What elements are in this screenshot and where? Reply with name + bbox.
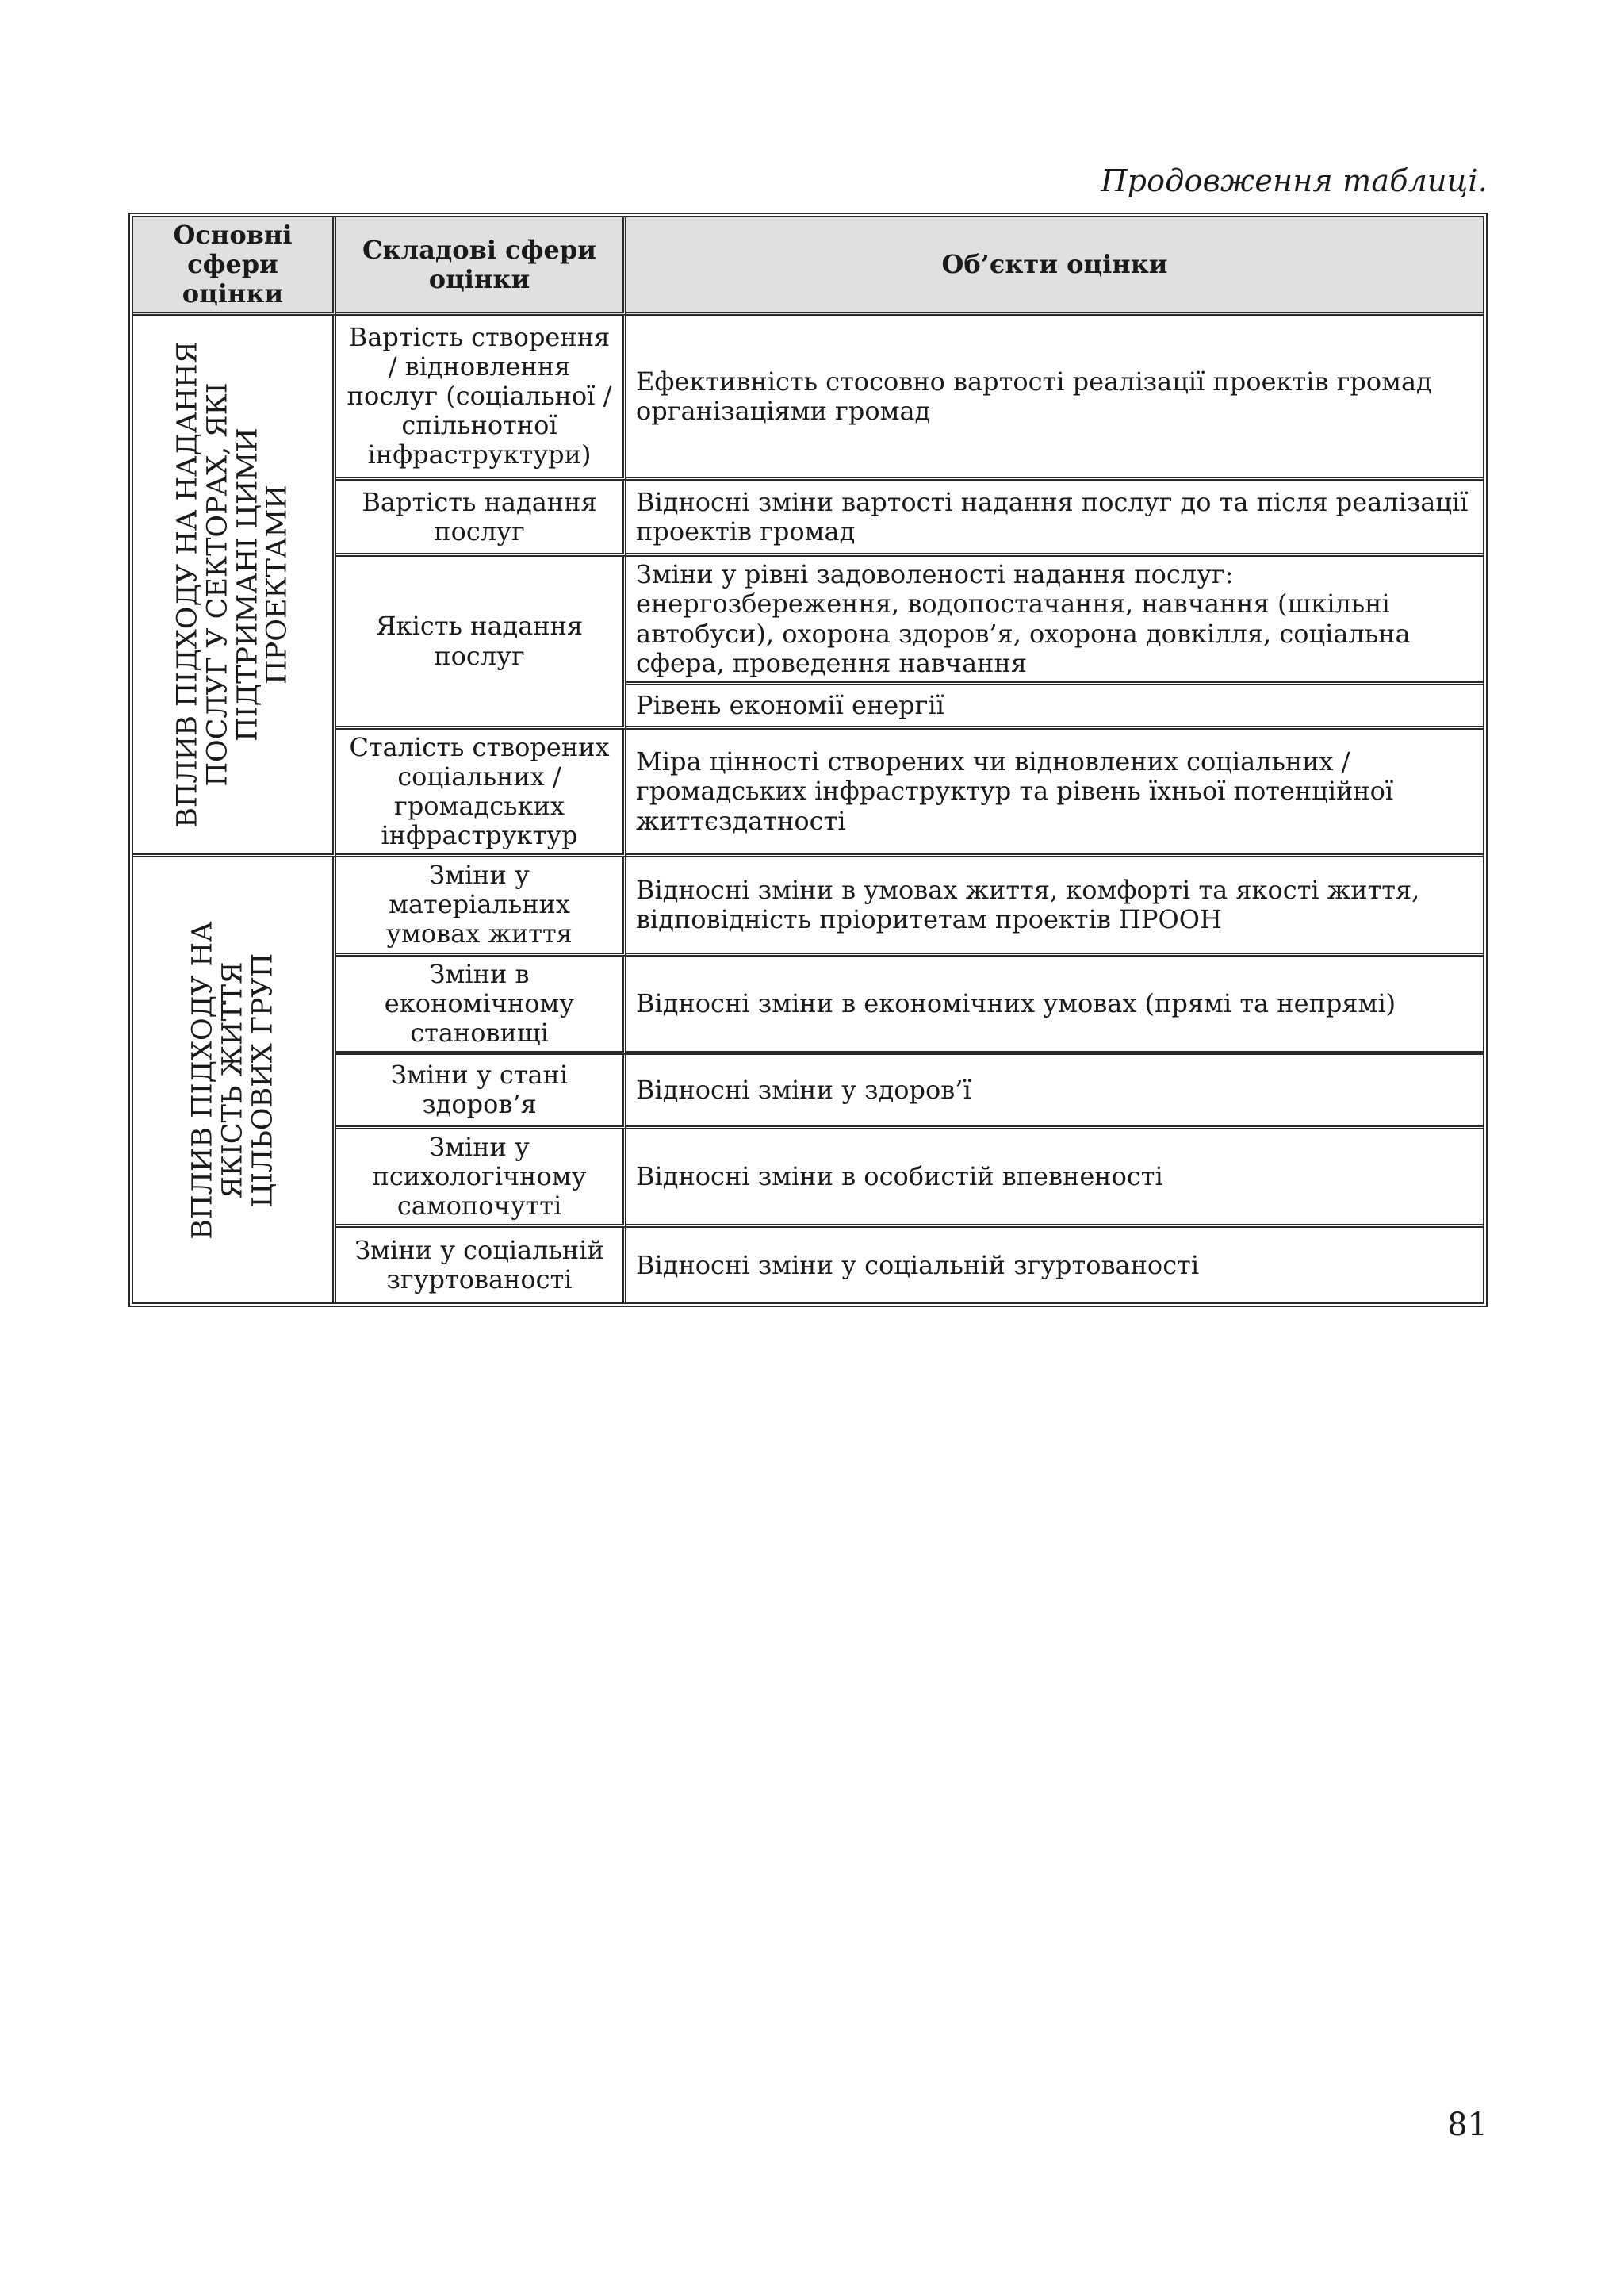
object-cell: Відносні зміни вартості надання послуг до та після реалізації проектів громад <box>626 481 1483 557</box>
object-cell: Відносні зміни в особистій впевненості <box>626 1129 1483 1228</box>
component-cell: Зміни в економічному становищі <box>336 957 626 1055</box>
table-continuation-caption: Продовження таблиці. <box>1101 163 1488 198</box>
component-cell: Зміни у стані здоров’я <box>336 1055 626 1129</box>
object-cell: Відносні зміни в економічних умовах (прямі та непрямі) <box>626 957 1483 1055</box>
object-cell: Відносні зміни у соціальній згуртованості <box>636 1249 1200 1280</box>
assessment-table <box>128 213 1488 1307</box>
area-label-line: ВПЛИВ ПІДХОДУ НА <box>186 921 218 1240</box>
area-label-line: ЯКІСТЬ ЖИТТЯ <box>216 961 248 1199</box>
object-cell: Відносні зміни у здоров’ї <box>626 1055 1483 1129</box>
area-label-line: ПОСЛУГ У СЕКТОРАХ, ЯКІ <box>201 382 233 787</box>
component-cell: Якість надання послуг <box>336 557 626 729</box>
area-label-quality-of-life <box>188 921 278 1239</box>
component-cell: Зміни у соціальній згуртованості <box>336 1228 626 1302</box>
area-label-line: ЦІЛЬОВИХ ГРУП <box>246 953 278 1208</box>
area-cell-quality-of-life <box>133 857 336 1302</box>
area-label-line: ПІДТРИМАНІ ЦИМИ <box>231 428 263 742</box>
object-cell: Ефективність стосовно вартості реалізації проектів громад організаціями громад <box>626 316 1483 481</box>
header-objects: Об’єкти оцінки <box>626 217 1483 316</box>
component-cell: Вартість надання послуг <box>336 481 626 557</box>
object-cell: Рівень економії енергії <box>626 685 1483 730</box>
object-cell: Відносні зміни в умовах життя, комфорті та якості життя, відповідність пріоритетам проектів ПРООН <box>626 857 1483 956</box>
component-cell: Сталість створених соціальних / громадських інфраструктур <box>336 730 626 857</box>
component-cell: Зміни у психологічному самопочутті <box>336 1129 626 1228</box>
table-row <box>133 316 1483 481</box>
area-cell-service-delivery <box>133 316 336 857</box>
header-main-areas: Основні сфери оцінки <box>133 217 336 316</box>
component-cell: Вартість створення / відновлення послуг (соціальної / спільнотної інфраструктури) <box>336 316 626 481</box>
object-cell: Зміни у рівні задоволеності надання послуг: енергозбереження, водопостачання, навчання (шкільні автобуси), охорона здоров’я, охорона довкілля, соціальна сфера, проведення навчання <box>626 557 1483 685</box>
table-row <box>133 857 1483 956</box>
header-components: Складові сфери оцінки <box>336 217 626 316</box>
page-number: 81 <box>1447 2107 1488 2143</box>
area-label-line: ВПЛИВ ПІДХОДУ НА НАДАННЯ <box>170 341 203 829</box>
area-label-line: ПРОЕКТАМИ <box>261 485 293 685</box>
object-cell: Міра цінності створених чи відновлених соціальних / громадських інфраструктур та рівень їхньої потенційної життєздатності <box>626 730 1483 857</box>
area-label-service-delivery <box>170 341 293 829</box>
component-cell: Зміни у матеріальних умовах життя <box>336 857 626 956</box>
